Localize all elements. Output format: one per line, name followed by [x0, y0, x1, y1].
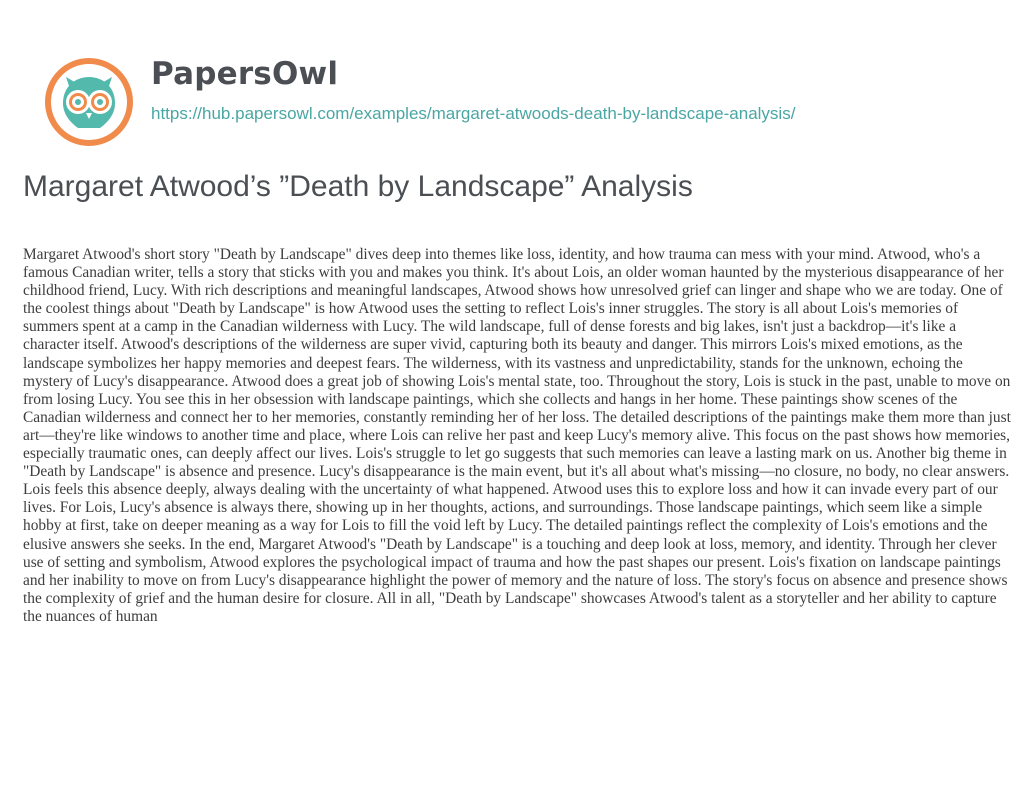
page-title: Margaret Atwood’s ”Death by Landscape” Analysis	[23, 170, 693, 203]
owl-logo-icon	[44, 57, 134, 147]
brand-name: PapersOwl	[151, 56, 339, 92]
page-url-link[interactable]: https://hub.papersowl.com/examples/margaret-atwoods-death-by-landscape-analysis/	[151, 104, 796, 123]
article-body: Margaret Atwood's short story "Death by Landscape" dives deep into themes like loss, identity, and how trauma can mess with your mind. Atwood, who's a famous Canadian writer, tells a story that sticks with you and makes you think. It's about Lois, an older woman haunted by the mysterious disappearance of her childhood friend, Lucy. With rich descriptions and meaningful landscapes, Atwood shows how unresolved grief can linger and shape who we are today. One of the coolest things about "Death by Landscape" is how Atwood uses the setting to reflect Lois's inner struggles. The story is all about Lois's memories of summers spent at a camp in the Canadian wilderness with Lucy. The wild landscape, full of dense forests and big lakes, isn't just a backdrop—it's like a character itself. Atwood's descriptions of the wilderness are super vivid, capturing both its beauty and danger. This mirrors Lois's mixed emotions, as the landscape symbolizes her happy memories and deepest fears. The wilderness, with its vastness and unpredictability, stands for the unknown, echoing the mystery of Lucy's disappearance. Atwood does a great job of showing Lois's mental state, too. Throughout the story, Lois is stuck in the past, unable to move on from losing Lucy. You see this in her obsession with landscape paintings, which she collects and hangs in her home. These paintings show scenes of the Canadian wilderness and connect her to her memories, constantly reminding her of her loss. The detailed descriptions of the paintings make them more than just art—they're like windows to another time and place, where Lois can relive her past and keep Lucy's memory alive. This focus on the past shows how memories, especially traumatic ones, can deeply affect our lives. Lois's struggle to let go suggests that such memories can leave a lasting mark on us. Another big theme in "Death by Landscape" is absence and presence. Lucy's disappearance is the main event, but it's all about what's missing—no closure, no body, no clear answers. Lois feels this absence deeply, always dealing with the uncertainty of what happened. Atwood uses this to explore loss and how it can invade every part of our lives. For Lois, Lucy's absence is always there, showing up in her thoughts, actions, and surroundings. Those landscape paintings, which seem like a simple hobby at first, take on deeper meaning as a way for Lois to fill the void left by Lucy. The detailed paintings reflect the complexity of Lois's emotions and the elusive answers she seeks. In the end, Margaret Atwood's "Death by Landscape" is a touching and deep look at loss, memory, and identity. Through her clever use of setting and symbolism, Atwood explores the psychological impact of trauma and how the past shapes our present. Lois's fixation on landscape paintings and her inability to move on from Lucy's disappearance highlight the power of memory and the nature of loss. The story's focus on absence and presence shows the complexity of grief and the human desire for closure. All in all, "Death by Landscape" showcases Atwood's talent as a storyteller and her ability to capture the nuances of human	[23, 246, 1011, 625]
